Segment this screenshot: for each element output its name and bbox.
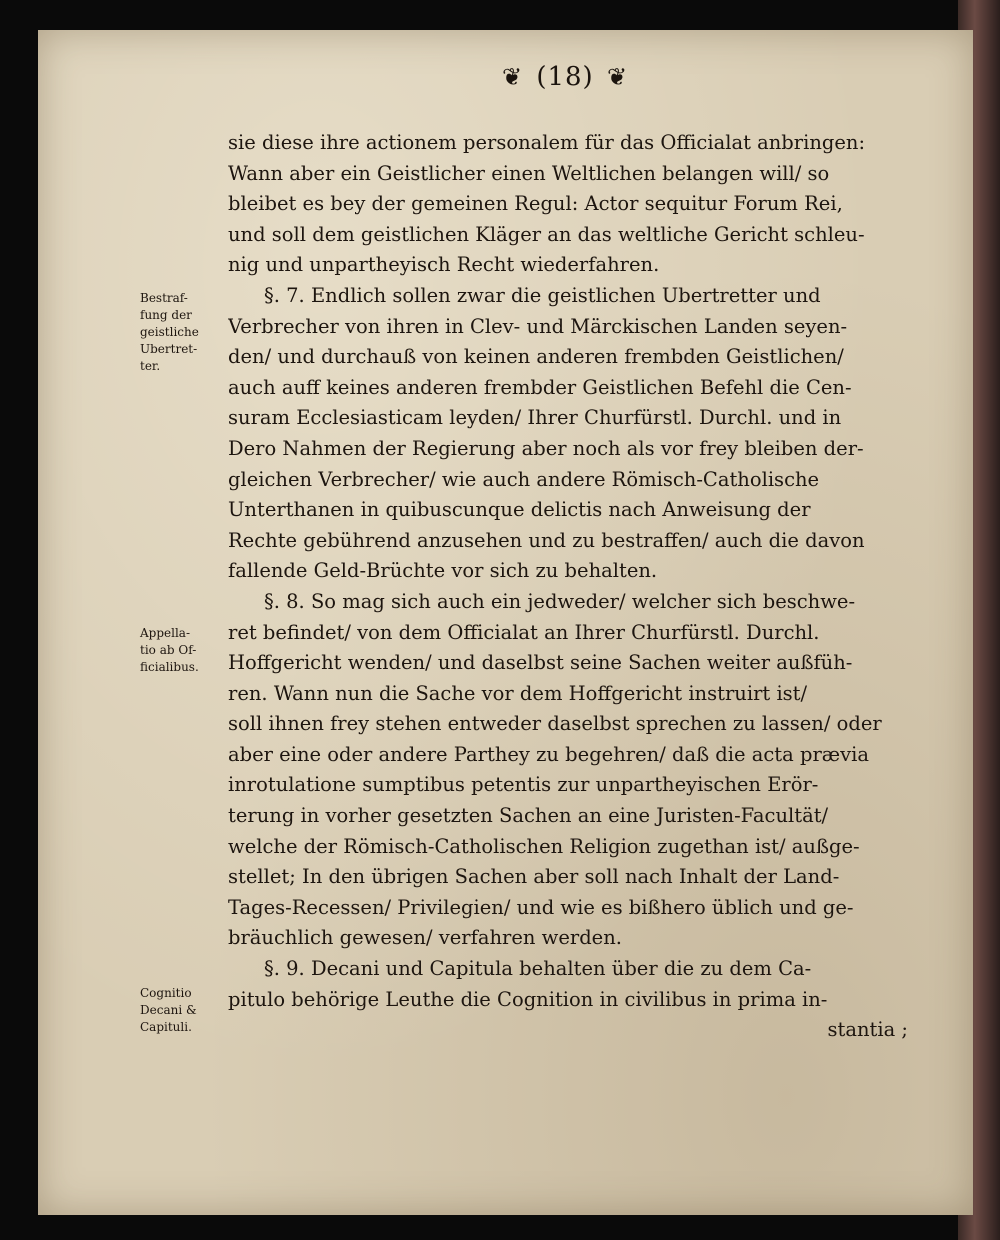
- text-line: suram Ecclesiasticam leyden/ Ihrer Churfürstl. Durchl. und in: [228, 406, 842, 430]
- margin-note-line: Capituli.: [140, 1020, 192, 1034]
- paragraph-section-8: [228, 587, 908, 954]
- text-line: stellet; In den übrigen Sachen aber soll nach Inhalt der Land-: [228, 865, 840, 889]
- text-line: und soll dem geistlichen Kläger an das weltliche Gericht schleu-: [228, 222, 865, 246]
- text-line: Verbrecher von ihren in Clev- und Märckischen Landen seyen-: [228, 314, 848, 338]
- page-body: [228, 128, 908, 1046]
- paragraph-section-9: [228, 954, 908, 1046]
- margin-note-line: geistliche: [140, 325, 199, 339]
- margin-note-line: ficialibus.: [140, 660, 199, 674]
- text-line: welche der Römisch-Catholischen Religion zugethan ist/ außge-: [228, 834, 860, 858]
- text-line: Rechte gebührend anzusehen und zu bestraffen/ auch die davon: [228, 528, 865, 552]
- margin-note-line: Ubertret-: [140, 342, 198, 356]
- margin-note-line: ter.: [140, 359, 161, 373]
- text-line: bräuchlich gewesen/ verfahren werden.: [228, 926, 622, 950]
- text-line: ren. Wann nun die Sache vor dem Hoffgericht instruirt ist/: [228, 681, 808, 705]
- text-line: Unterthanen in quibuscunque delictis nach Anweisung der: [228, 498, 811, 522]
- text-line: soll ihnen frey stehen entweder daselbst sprechen zu lassen/ oder: [228, 712, 882, 736]
- text-line: terung in vorher gesetzten Sachen an eine Juristen-Facultät/: [228, 804, 829, 828]
- margin-note-cognitio: [140, 985, 220, 1036]
- margin-note-line: fung der: [140, 308, 192, 322]
- text-line: §. 9. Decani und Capitula behalten über die zu dem Ca-: [264, 957, 812, 981]
- text-line: sie diese ihre actionem personalem für das Officialat anbringen:: [228, 131, 866, 154]
- paragraph-section-7: [228, 281, 908, 587]
- text-line: §. 7. Endlich sollen zwar die geistlichen Ubertretter und: [264, 283, 821, 307]
- margin-note-line: Appella-: [140, 626, 191, 640]
- ornament-left-icon: ❦: [501, 63, 524, 91]
- margin-note-line: Cognitio: [140, 986, 192, 1000]
- text-line: bleibet es bey der gemeinen Regul: Actor sequitur Forum Rei,: [228, 192, 843, 216]
- text-line: fallende Geld-Brüchte vor sich zu behalten.: [228, 559, 658, 583]
- page-header: [0, 62, 1000, 92]
- text-line: den/ und durchauß von keinen anderen frembden Geistlichen/: [228, 345, 844, 369]
- text-line: Tages-Recessen/ Privilegien/ und wie es bißhero üblich und ge-: [228, 895, 854, 919]
- text-line: Wann aber ein Geistlicher einen Weltlichen belangen will/ so: [228, 161, 830, 185]
- text-line: stantia ;: [827, 1018, 908, 1042]
- text-line: aber eine oder andere Parthey zu begehren/ daß die acta prævia: [228, 742, 869, 766]
- margin-note-bestrafung: [140, 290, 220, 375]
- margin-note-line: tio ab Of-: [140, 643, 197, 657]
- margin-note-line: Decani &: [140, 1003, 197, 1017]
- text-line: nig und unpartheyisch Recht wiederfahren.: [228, 253, 660, 277]
- text-line: gleichen Verbrecher/ wie auch andere Römisch-Catholische: [228, 467, 820, 491]
- text-line: Hoffgericht wenden/ und daselbst seine Sachen weiter außfüh-: [228, 651, 853, 675]
- page-number: (18): [536, 62, 594, 92]
- ornament-right-icon: ❦: [606, 63, 629, 91]
- text-line: pitulo behörige Leuthe die Cognition in civilibus in prima in-: [228, 987, 828, 1011]
- text-line: inrotulatione sumptibus petentis zur unpartheyischen Erör-: [228, 773, 819, 797]
- text-line: §. 8. So mag sich auch ein jedweder/ welcher sich beschwe-: [264, 589, 856, 613]
- text-line: Dero Nahmen der Regierung aber noch als vor frey bleiben der-: [228, 436, 864, 460]
- margin-note-appellatio: [140, 625, 220, 676]
- text-line: auch auff keines anderen frembder Geistlichen Befehl die Cen-: [228, 375, 852, 399]
- text-line: ret befindet/ von dem Officialat an Ihrer Churfürstl. Durchl.: [228, 620, 820, 644]
- paragraph-continuation: [228, 128, 908, 281]
- margin-note-line: Bestraf-: [140, 291, 188, 305]
